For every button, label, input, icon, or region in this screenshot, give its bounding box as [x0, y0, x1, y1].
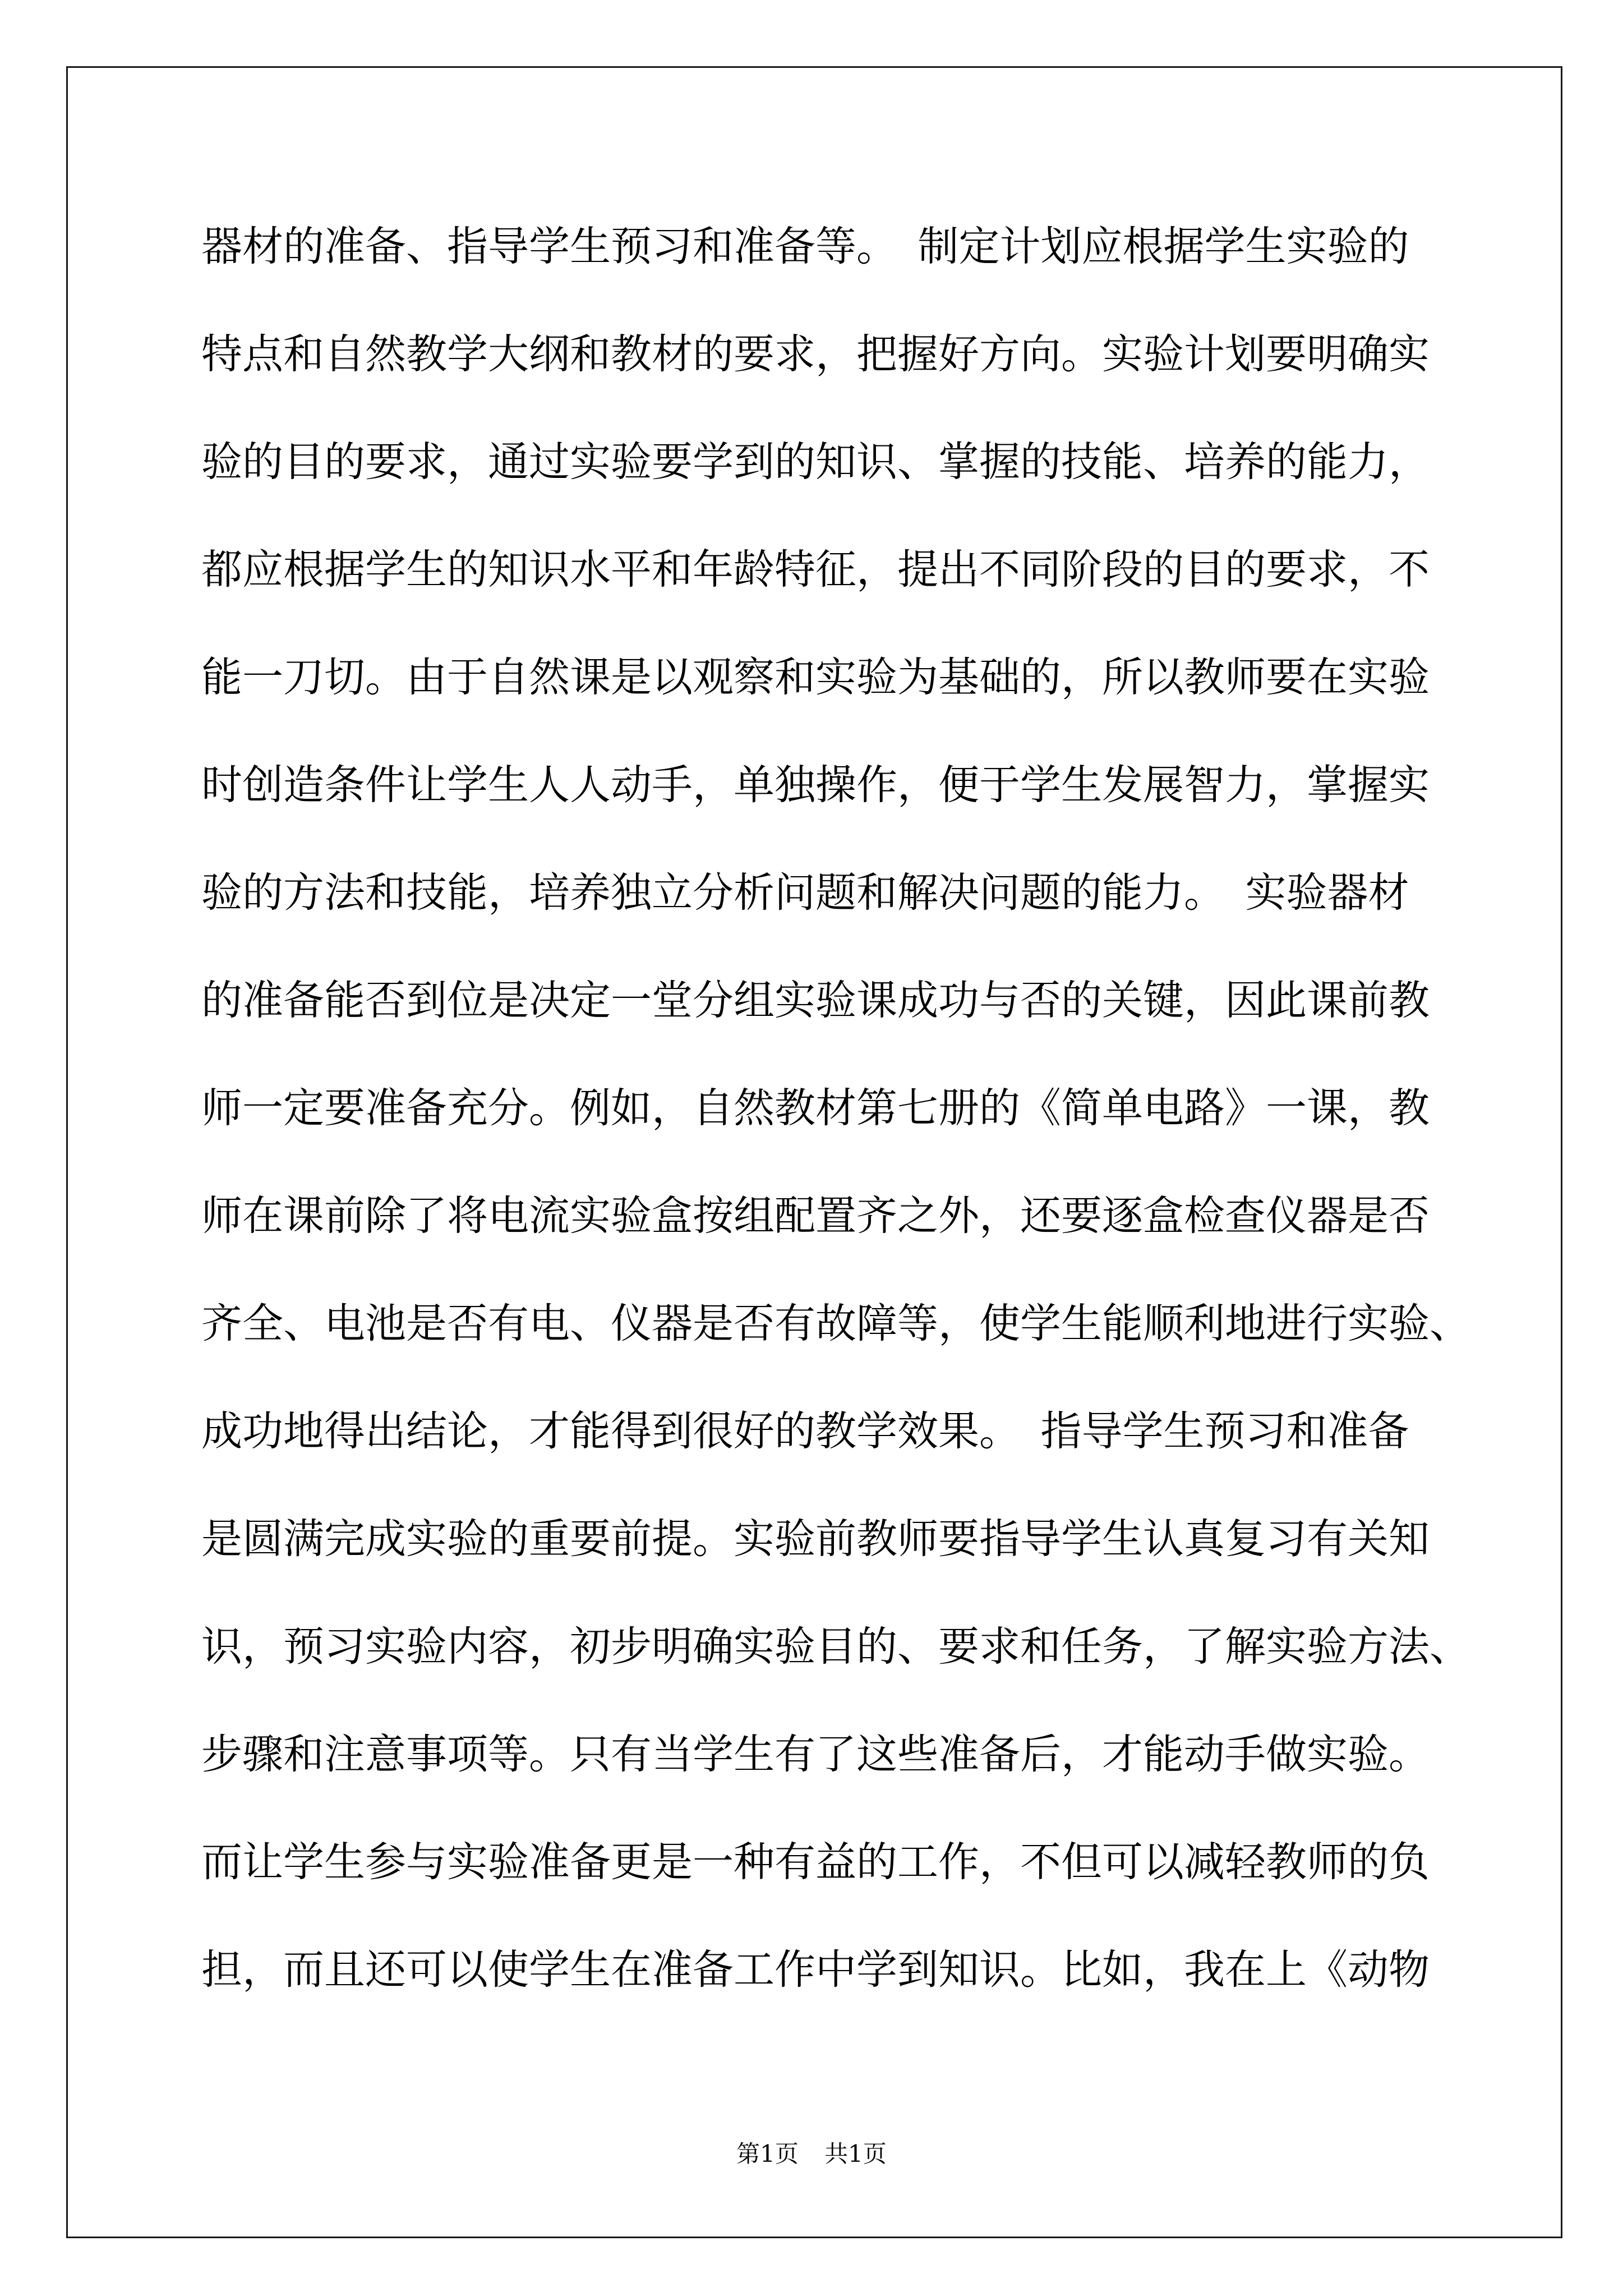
text-line: 成功地得出结论，才能得到很好的教学效果。 指导学生预习和准备 — [201, 1407, 1409, 1455]
text-line: 而让学生参与实验准备更是一种有益的工作，不但可以减轻教师的负 — [201, 1838, 1430, 1886]
text-line: 器材的准备、指导学生预习和准备等。 制定计划应根据学生实验的 — [201, 223, 1409, 270]
document-body — [201, 193, 1536, 2024]
text-line: 齐全、电池是否有电、仪器是否有故障等，使学生能顺利地进行实验、 — [201, 1300, 1470, 1347]
text-line: 师在课前除了将电流实验盒按组配置齐之外，还要逐盒检查仪器是否 — [201, 1192, 1430, 1240]
text-line: 能一刀切。由于自然课是以观察和实验为基础的，所以教师要在实验 — [201, 654, 1430, 701]
text-line: 步骤和注意事项等。只有当学生有了这些准备后，才能动手做实验。 — [201, 1731, 1430, 1778]
text-line: 识，预习实验内容，初步明确实验目的、要求和任务，了解实验方法、 — [201, 1623, 1470, 1671]
text-line: 特点和自然教学大纲和教材的要求，把握好方向。实验计划要明确实 — [201, 330, 1430, 378]
text-line: 担，而且还可以使学生在准备工作中学到知识。比如，我在上《动物 — [201, 1946, 1430, 1994]
text-line: 验的目的要求，通过实验要学到的知识、掌握的技能、培养的能力， — [201, 438, 1430, 486]
text-line: 是圆满完成实验的重要前提。实验前教师要指导学生认真复习有关知 — [201, 1515, 1430, 1563]
text-line: 时创造条件让学生人人动手，单独操作，便于学生发展智力，掌握实 — [201, 761, 1430, 809]
page-total: 共1页 — [824, 2140, 887, 2168]
text-line: 师一定要准备充分。例如，自然教材第七册的《简单电路》一课，教 — [201, 1084, 1430, 1132]
text-line: 的准备能否到位是决定一堂分组实验课成功与否的关键，因此课前教 — [201, 977, 1430, 1024]
page-footer — [0, 2137, 1623, 2171]
text-line: 都应根据学生的知识水平和年龄特征，提出不同阶段的目的要求，不 — [201, 546, 1430, 593]
page-number: 第1页 — [736, 2140, 799, 2168]
text-line: 验的方法和技能，培养独立分析问题和解决问题的能力。 实验器材 — [201, 869, 1409, 917]
